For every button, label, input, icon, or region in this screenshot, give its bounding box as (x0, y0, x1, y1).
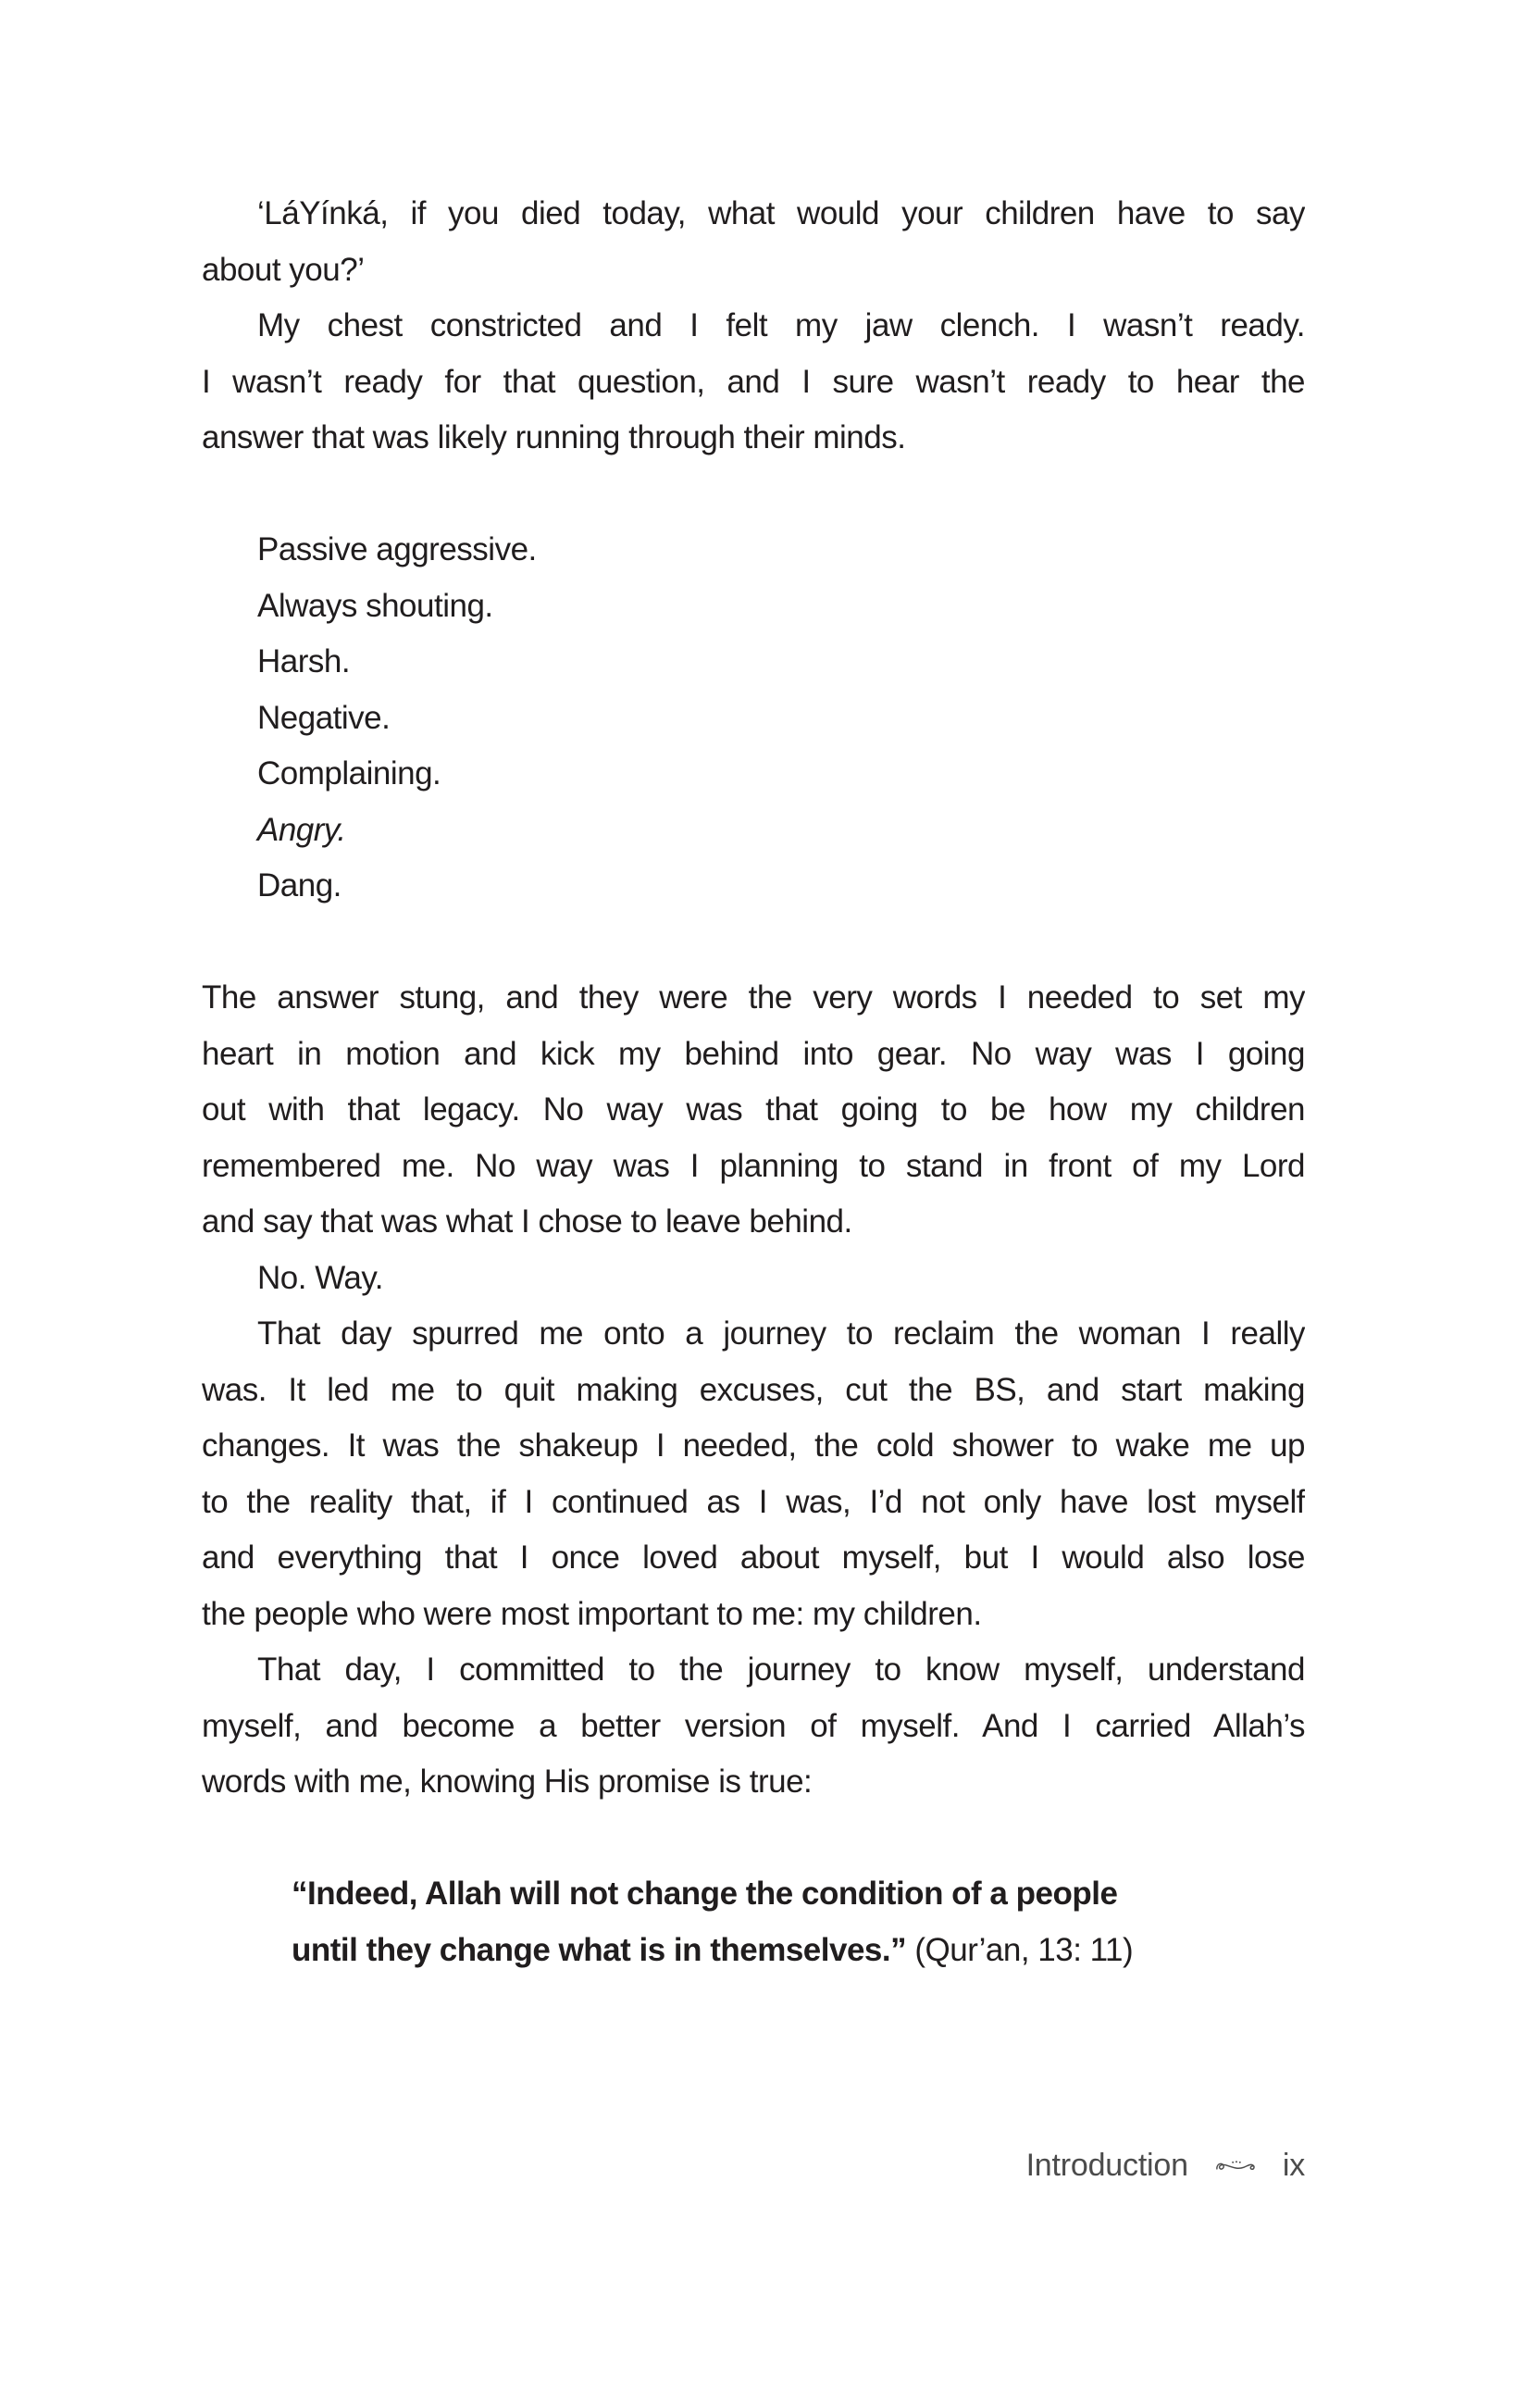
text-line: the people who were most important to me: my children. (202, 1595, 982, 1632)
quote-block (292, 1866, 1254, 1978)
list-item: Always shouting. (257, 587, 493, 624)
text-line: out with that legacy. No way was that going to be how my children (202, 1091, 1305, 1128)
text-line: heart in motion and kick my behind into gear. No way was I going (202, 1035, 1305, 1072)
list-item: Dang. (257, 867, 342, 904)
text-line: and say that was what I chose to leave behind. (202, 1203, 852, 1240)
quote-citation: (Qur’an, 13: 11) (906, 1931, 1134, 1968)
quote-text: until they change what is in themselves.” (292, 1931, 907, 1968)
text-line: myself, and become a better version of myself. And I carried Allah’s (202, 1707, 1305, 1744)
list-item: Negative. (257, 699, 391, 736)
text-line: No. Way. (257, 1259, 384, 1296)
blank-line (202, 467, 1305, 523)
page-number: ix (1282, 2148, 1305, 2183)
list-item: Complaining. (257, 755, 441, 791)
text-line: about you?’ (202, 251, 365, 288)
text-line: and everything that I once loved about myself, but I would also lose (202, 1539, 1305, 1576)
list-item: Harsh. (257, 643, 351, 679)
text-line: ‘LáYínká, if you died today, what would your children have to say (257, 195, 1305, 231)
text-line: I wasn’t ready for that question, and I sure wasn’t ready to hear the (202, 363, 1305, 400)
list-item: Passive aggressive. (257, 531, 537, 567)
text-line: That day spurred me onto a journey to reclaim the woman I really (257, 1315, 1305, 1352)
blank-line (202, 915, 1305, 971)
text-line: changes. It was the shakeup I needed, the cold shower to wake me up (202, 1427, 1305, 1464)
text-line: The answer stung, and they were the very words I needed to set my (202, 979, 1305, 1016)
footer-section-label: Introduction (1025, 2148, 1188, 2183)
quote-line: “Indeed, Allah will not change the condition of a people (292, 1876, 1118, 1912)
text-line: My chest constricted and I felt my jaw clench. I wasn’t ready. (257, 307, 1305, 343)
text-block (202, 186, 1305, 1978)
text-line: to the reality that, if I continued as I was, I’d not only have lost myself (202, 1483, 1305, 1520)
text-line: was. It led me to quit making excuses, cut the BS, and start making (202, 1371, 1305, 1408)
text-line: words with me, knowing His promise is true: (202, 1764, 813, 1800)
text-line: That day, I committed to the journey to know myself, understand (257, 1651, 1305, 1688)
text-line: remembered me. No way was I planning to stand in front of my Lord (202, 1147, 1305, 1184)
list-item: Angry. (257, 811, 346, 848)
quote-line (292, 1923, 1254, 1979)
text-line: answer that was likely running through their minds. (202, 419, 906, 455)
section-ornament-icon (1214, 2150, 1257, 2186)
blank-line (202, 1811, 1305, 1867)
page-footer (1026, 2148, 1305, 2184)
